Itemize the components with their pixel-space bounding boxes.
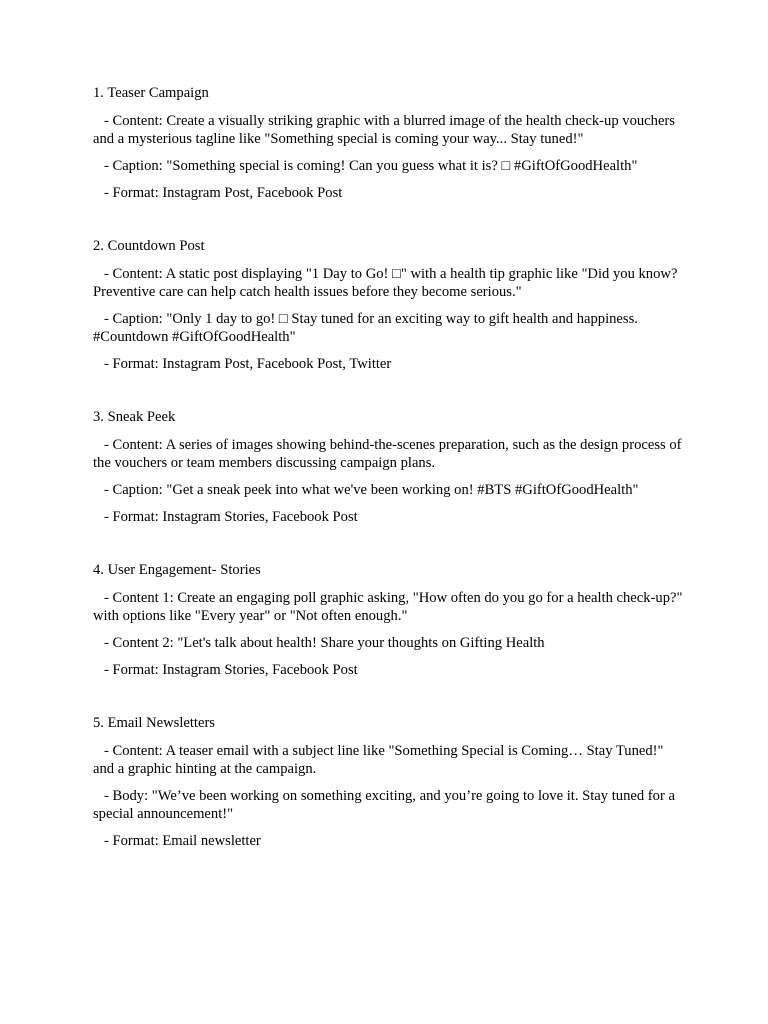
section-heading: 4. User Engagement- Stories [93,562,261,578]
content-line: - Content: Create a visually striking graphic with a blurred image of the health check-up vouchers and a mysterious tagline like "Something special is coming your way... Stay tuned!" [93,113,679,147]
section-email-newsletters [93,714,683,850]
section-sneak-peek [93,408,686,526]
document-body [93,84,687,885]
section-heading: 3. Sneak Peek [93,409,176,425]
format-line: - Format: Instagram Post, Facebook Post, Twitter [93,356,392,372]
caption-line: - Caption: "Something special is coming! Can you guess what it is? □ #GiftOfGoodHealth" [93,158,638,174]
caption-line: - Caption: "Only 1 day to go! □ Stay tuned for an exciting way to gift health and happiness. #Countdown #GiftOfGoodHealth" [93,311,642,345]
section-heading: 5. Email Newsletters [93,715,215,731]
content-1-line: - Content 1: Create an engaging poll graphic asking, "How often do you go for a health check-up?" with options like "Every year" or "Not often enough." [93,590,687,624]
section-countdown-post [93,237,683,373]
content-line: - Content: A static post displaying "1 Day to Go! □" with a health tip graphic like "Did you know? Preventive care can help catch health issues before they become serious." [93,266,682,300]
format-line: - Format: Email newsletter [93,833,261,849]
content-2-line: - Content 2: "Let's talk about health! Share your thoughts on Gifting Health [93,635,545,651]
section-user-engagement-stories [93,561,687,679]
section-teaser-campaign [93,84,683,202]
format-line: - Format: Instagram Stories, Facebook Post [93,509,358,525]
content-line: - Content: A series of images showing behind-the-scenes preparation, such as the design process of the vouchers or team members discussing campaign plans. [93,437,686,471]
section-heading: 2. Countdown Post [93,238,205,254]
body-line: - Body: "We’ve been working on something exciting, and you’re going to love it. Stay tuned for a special announcement!" [93,788,679,822]
format-line: - Format: Instagram Post, Facebook Post [93,185,343,201]
caption-line: - Caption: "Get a sneak peek into what we've been working on! #BTS #GiftOfGoodHealth" [93,482,639,498]
content-line: - Content: A teaser email with a subject line like "Something Special is Coming… Stay Tuned!" and a graphic hinting at the campaign. [93,743,668,777]
section-heading: 1. Teaser Campaign [93,85,209,101]
format-line: - Format: Instagram Stories, Facebook Post [93,662,358,678]
